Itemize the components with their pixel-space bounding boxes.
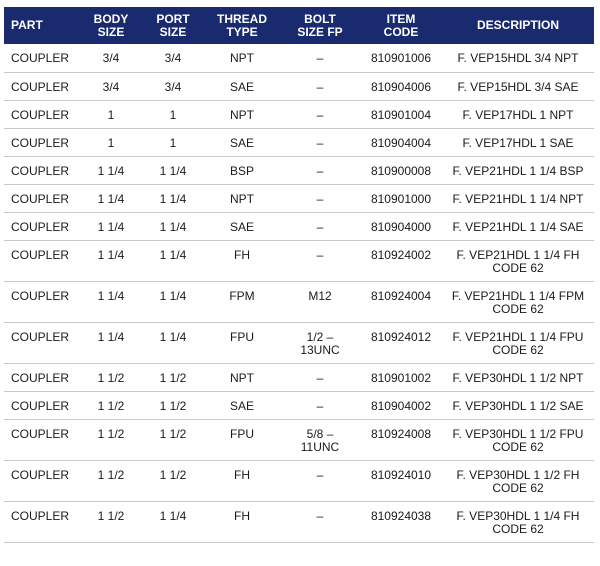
cell-part-text: COUPLER [11, 370, 70, 385]
cell-port-size [142, 156, 204, 184]
cell-bolt-size [280, 501, 360, 542]
cell-port-size [142, 460, 204, 501]
cell-bolt-size [280, 100, 360, 128]
cell-part-text: COUPLER [11, 329, 70, 344]
cell-bolt-size [280, 240, 360, 281]
cell-part-text: COUPLER [11, 467, 70, 482]
cell-body-size [80, 128, 142, 156]
cell-part [4, 281, 80, 322]
cell-bolt-size-text: 5/8 – 11UNC [300, 426, 340, 454]
cell-description-text: F. VEP21HDL 1 1/4 SAE [452, 219, 584, 234]
cell-bolt-size-text: – [316, 191, 324, 206]
cell-description [442, 501, 594, 542]
cell-bolt-size [280, 419, 360, 460]
cell-thread-type-text: BSP [229, 163, 254, 178]
cell-bolt-size-text: – [316, 370, 324, 385]
cell-port-size [142, 363, 204, 391]
cell-description-text: F. VEP21HDL 1 1/4 FPU CODE 62 [452, 329, 584, 357]
cell-description-text: F. VEP15HDL 3/4 NPT [457, 51, 579, 65]
cell-part [4, 363, 80, 391]
table-row [4, 72, 594, 100]
cell-thread-type-text: SAE [229, 219, 254, 234]
cell-port-size [142, 322, 204, 363]
cell-body-size [80, 100, 142, 128]
cell-port-size-text: 1 [169, 107, 177, 122]
cell-thread-type [204, 419, 280, 460]
cell-bolt-size [280, 72, 360, 100]
cell-description [442, 128, 594, 156]
cell-description [442, 363, 594, 391]
cell-item-code-text: 810901000 [370, 191, 432, 206]
cell-item-code [360, 240, 442, 281]
cell-bolt-size-text: – [316, 219, 324, 234]
cell-body-size-text: 1 1/2 [97, 467, 125, 482]
table-row [4, 156, 594, 184]
cell-item-code [360, 322, 442, 363]
cell-description-text: F. VEP21HDL 1 1/4 BSP [452, 163, 584, 178]
cell-description-text: F. VEP30HDL 1 1/4 FH CODE 62 [456, 508, 580, 536]
cell-thread-type-text: FPU [230, 329, 254, 344]
cell-description [442, 460, 594, 501]
cell-port-size [142, 72, 204, 100]
cell-part-text: COUPLER [11, 398, 70, 413]
cell-body-size-text: 1 1/4 [97, 329, 125, 344]
cell-bolt-size-text: – [316, 247, 324, 262]
coupler-spec-table-container [4, 7, 594, 543]
cell-bolt-size-text: 1/2 – 13UNC [300, 329, 340, 357]
cell-body-size [80, 460, 142, 501]
cell-part [4, 322, 80, 363]
cell-thread-type [204, 212, 280, 240]
cell-description-text: F. VEP17HDL 1 NPT [462, 107, 574, 122]
cell-part-text: COUPLER [11, 107, 70, 122]
cell-bolt-size [280, 322, 360, 363]
cell-port-size-text: 1 1/4 [159, 508, 187, 523]
cell-part [4, 44, 80, 72]
cell-part-text: COUPLER [11, 191, 70, 206]
cell-thread-type-text: SAE [229, 79, 254, 94]
cell-part [4, 156, 80, 184]
cell-bolt-size-text: – [316, 467, 324, 482]
cell-bolt-size [280, 128, 360, 156]
cell-bolt-size-text: M12 [308, 288, 332, 303]
cell-part [4, 184, 80, 212]
cell-thread-type-text: FPM [229, 288, 255, 303]
cell-body-size-text: 1 1/2 [97, 508, 125, 523]
cell-port-size [142, 281, 204, 322]
table-body [4, 44, 594, 542]
cell-item-code-text: 810900008 [370, 163, 432, 178]
cell-item-code-text: 810901006 [370, 51, 432, 65]
cell-bolt-size-text: – [316, 51, 324, 65]
cell-thread-type-text: FH [234, 247, 250, 262]
cell-body-size-text: 3/4 [102, 51, 120, 65]
cell-thread-type-text: NPT [230, 107, 254, 122]
cell-bolt-size [280, 281, 360, 322]
cell-thread-type [204, 100, 280, 128]
cell-port-size-text: 1 1/4 [159, 191, 187, 206]
cell-description [442, 419, 594, 460]
cell-part [4, 72, 80, 100]
cell-part [4, 460, 80, 501]
cell-port-size-text: 1 1/4 [159, 219, 187, 234]
cell-bolt-size-text: – [316, 398, 324, 413]
table-header [4, 7, 594, 44]
cell-body-size-text: 1 1/4 [97, 163, 125, 178]
cell-port-size-text: 1 1/2 [159, 370, 187, 385]
cell-item-code [360, 128, 442, 156]
cell-port-size [142, 212, 204, 240]
cell-bolt-size-text: – [316, 79, 324, 94]
cell-body-size [80, 281, 142, 322]
cell-body-size-text: 1 [107, 107, 115, 122]
cell-thread-type [204, 184, 280, 212]
cell-port-size-text: 1 1/2 [159, 398, 187, 413]
cell-description-text: F. VEP30HDL 1 1/2 FH CODE 62 [456, 467, 580, 495]
cell-item-code-text: 810924038 [370, 508, 432, 523]
table-row [4, 419, 594, 460]
cell-description [442, 184, 594, 212]
cell-port-size [142, 184, 204, 212]
cell-part-text: COUPLER [11, 247, 70, 262]
cell-item-code [360, 391, 442, 419]
cell-port-size-text: 1 1/4 [159, 163, 187, 178]
cell-item-code-text: 810904004 [370, 135, 432, 150]
cell-thread-type-text: SAE [229, 398, 254, 413]
cell-item-code [360, 363, 442, 391]
cell-description [442, 281, 594, 322]
cell-port-size-text: 1 1/2 [159, 467, 187, 482]
table-row [4, 184, 594, 212]
cell-port-size-text: 1 1/4 [159, 288, 187, 303]
cell-description-text: F. VEP21HDL 1 1/4 FH CODE 62 [456, 247, 580, 275]
cell-bolt-size [280, 460, 360, 501]
cell-item-code [360, 100, 442, 128]
cell-thread-type [204, 281, 280, 322]
cell-port-size [142, 391, 204, 419]
cell-body-size-text: 1 1/4 [97, 219, 125, 234]
table-row [4, 391, 594, 419]
cell-part [4, 128, 80, 156]
cell-body-size [80, 322, 142, 363]
cell-part-text: COUPLER [11, 79, 70, 94]
cell-body-size-text: 3/4 [102, 79, 120, 94]
cell-thread-type [204, 460, 280, 501]
cell-body-size [80, 240, 142, 281]
cell-port-size [142, 44, 204, 72]
cell-thread-type-text: SAE [229, 135, 254, 150]
header-item-code: ITEM CODE [360, 7, 442, 44]
cell-description-text: F. VEP15HDL 3/4 SAE [457, 79, 579, 94]
cell-bolt-size [280, 44, 360, 72]
cell-port-size [142, 100, 204, 128]
cell-part [4, 419, 80, 460]
cell-thread-type-text: NPT [230, 370, 254, 385]
cell-item-code-text: 810924008 [370, 426, 432, 441]
cell-part [4, 391, 80, 419]
cell-part [4, 100, 80, 128]
cell-bolt-size [280, 184, 360, 212]
cell-body-size [80, 156, 142, 184]
table-row [4, 460, 594, 501]
cell-port-size-text: 1 1/4 [159, 329, 187, 344]
cell-port-size-text: 1 [169, 135, 177, 150]
cell-bolt-size [280, 212, 360, 240]
cell-item-code-text: 810924004 [370, 288, 432, 303]
cell-part [4, 212, 80, 240]
cell-description-text: F. VEP21HDL 1 1/4 NPT [452, 191, 584, 206]
cell-description [442, 391, 594, 419]
header-bolt-size: BOLT SIZE FP [280, 7, 360, 44]
cell-body-size [80, 212, 142, 240]
cell-item-code [360, 460, 442, 501]
cell-thread-type [204, 391, 280, 419]
cell-item-code [360, 184, 442, 212]
cell-item-code [360, 419, 442, 460]
cell-item-code-text: 810901002 [370, 370, 432, 385]
cell-thread-type [204, 44, 280, 72]
cell-body-size-text: 1 [107, 135, 115, 150]
cell-bolt-size-text: – [316, 508, 324, 523]
cell-part-text: COUPLER [11, 51, 70, 65]
cell-body-size [80, 363, 142, 391]
cell-item-code [360, 156, 442, 184]
cell-bolt-size-text: – [316, 135, 324, 150]
cell-item-code [360, 212, 442, 240]
cell-thread-type-text: FH [234, 508, 250, 523]
cell-thread-type-text: NPT [230, 51, 254, 65]
cell-body-size [80, 184, 142, 212]
cell-body-size [80, 72, 142, 100]
coupler-spec-table [4, 7, 594, 543]
cell-description [442, 72, 594, 100]
cell-part-text: COUPLER [11, 508, 70, 523]
cell-description [442, 322, 594, 363]
cell-item-code [360, 44, 442, 72]
cell-item-code [360, 281, 442, 322]
table-row [4, 363, 594, 391]
cell-thread-type [204, 128, 280, 156]
cell-part-text: COUPLER [11, 219, 70, 234]
cell-thread-type-text: FPU [230, 426, 254, 441]
cell-port-size [142, 501, 204, 542]
cell-part-text: COUPLER [11, 163, 70, 178]
table-row [4, 212, 594, 240]
cell-description-text: F. VEP30HDL 1 1/2 NPT [452, 370, 584, 385]
cell-thread-type [204, 322, 280, 363]
cell-part [4, 501, 80, 542]
cell-description [442, 100, 594, 128]
cell-port-size-text: 3/4 [164, 79, 182, 94]
cell-bolt-size-text: – [316, 107, 324, 122]
cell-body-size [80, 44, 142, 72]
cell-thread-type [204, 156, 280, 184]
cell-description-text: F. VEP30HDL 1 1/2 FPU CODE 62 [452, 426, 584, 454]
cell-part-text: COUPLER [11, 135, 70, 150]
cell-part-text: COUPLER [11, 288, 70, 303]
cell-body-size [80, 501, 142, 542]
cell-port-size [142, 240, 204, 281]
cell-item-code-text: 810924002 [370, 247, 432, 262]
cell-item-code-text: 810901004 [370, 107, 432, 122]
cell-description-text: F. VEP30HDL 1 1/2 SAE [452, 398, 584, 413]
cell-port-size [142, 128, 204, 156]
cell-body-size-text: 1 1/4 [97, 288, 125, 303]
cell-body-size-text: 1 1/2 [97, 398, 125, 413]
cell-item-code [360, 72, 442, 100]
cell-body-size [80, 391, 142, 419]
table-row [4, 44, 594, 72]
cell-item-code-text: 810924010 [370, 467, 432, 482]
header-thread-type: THREAD TYPE [204, 7, 280, 44]
table-row [4, 281, 594, 322]
cell-description [442, 44, 594, 72]
cell-part [4, 240, 80, 281]
cell-description [442, 156, 594, 184]
cell-body-size [80, 419, 142, 460]
cell-description [442, 212, 594, 240]
header-row [4, 7, 594, 44]
cell-body-size-text: 1 1/2 [97, 426, 125, 441]
cell-port-size-text: 1 1/4 [159, 247, 187, 262]
cell-description-text: F. VEP21HDL 1 1/4 FPM CODE 62 [451, 288, 585, 316]
cell-part-text: COUPLER [11, 426, 70, 441]
cell-port-size-text: 1 1/2 [159, 426, 187, 441]
header-description: DESCRIPTION [442, 7, 594, 44]
cell-thread-type [204, 72, 280, 100]
cell-item-code-text: 810924012 [370, 329, 432, 344]
cell-description-text: F. VEP17HDL 1 SAE [462, 135, 574, 150]
cell-thread-type-text: NPT [230, 191, 254, 206]
cell-thread-type [204, 501, 280, 542]
cell-item-code-text: 810904002 [370, 398, 432, 413]
cell-thread-type [204, 240, 280, 281]
header-body-size: BODY SIZE [80, 7, 142, 44]
cell-bolt-size [280, 391, 360, 419]
cell-port-size [142, 419, 204, 460]
cell-bolt-size-text: – [316, 163, 324, 178]
table-row [4, 100, 594, 128]
table-row [4, 322, 594, 363]
cell-item-code-text: 810904000 [370, 219, 432, 234]
header-port-size: PORT SIZE [142, 7, 204, 44]
cell-bolt-size [280, 363, 360, 391]
cell-body-size-text: 1 1/2 [97, 370, 125, 385]
cell-body-size-text: 1 1/4 [97, 247, 125, 262]
cell-item-code [360, 501, 442, 542]
cell-thread-type-text: FH [234, 467, 250, 482]
cell-port-size-text: 3/4 [164, 51, 182, 65]
cell-item-code-text: 810904006 [370, 79, 432, 94]
table-row [4, 501, 594, 542]
cell-bolt-size [280, 156, 360, 184]
cell-body-size-text: 1 1/4 [97, 191, 125, 206]
cell-description [442, 240, 594, 281]
header-part: PART [4, 7, 80, 44]
table-row [4, 240, 594, 281]
table-row [4, 128, 594, 156]
cell-thread-type [204, 363, 280, 391]
